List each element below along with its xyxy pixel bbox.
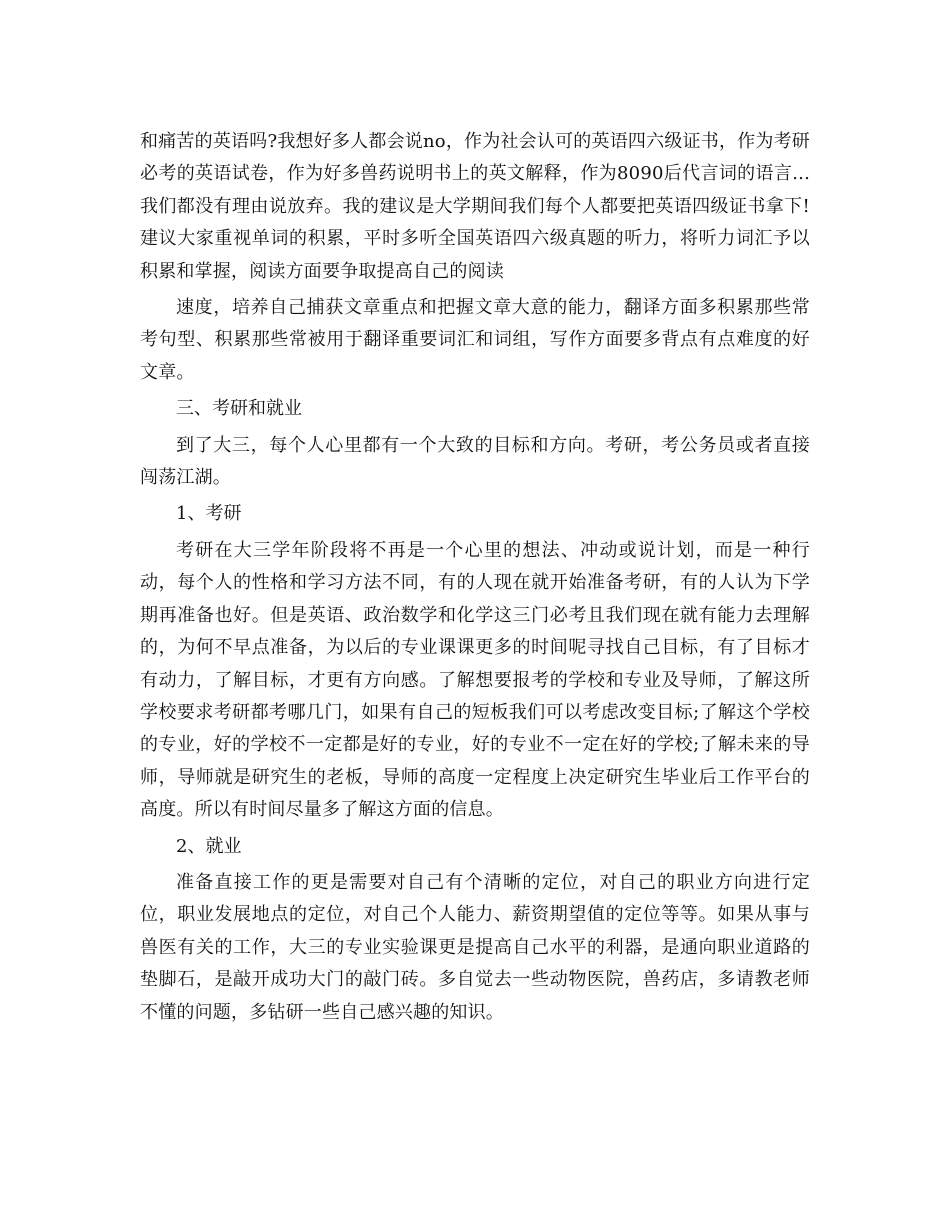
paragraph-reading-translation-writing: 速度，培养自己捕获文章重点和把握文章大意的能力，翻译方面多积累那些常考句型、积累那些常被用于翻译重要词汇和词组，写作方面要多背点有点难度的好文章。 (140, 297, 810, 383)
subheading-graduate-exam: 1、考研 (176, 503, 242, 525)
section-heading-exam-and-employment: 三、考研和就业 (176, 398, 302, 420)
subheading-employment: 2、就业 (176, 835, 242, 857)
paragraph-third-year-goals: 到了大三，每个人心里都有一个大致的目标和方向。考研，考公务员或者直接闯荡江湖。 (140, 434, 810, 489)
document-body (140, 126, 810, 1033)
paragraph-employment-details: 准备直接工作的更是需要对自己有个清晰的定位，对自己的职业方向进行定位，职业发展地点的定位，对自己个人能力、薪资期望值的定位等等。如果从事与兽医有关的工作，大三的专业实验课更是提高自己水平的利器，是通向职业道路的垫脚石，是敲开成功大门的敲门砖。多自觉去一些动物医院，兽药店，多请教老师不懂的问题，多钻研一些自己感兴趣的知识。 (140, 871, 810, 1023)
paragraph-english-advice-continued: 和痛苦的英语吗?我想好多人都会说no，作为社会认可的英语四六级证书，作为考研必考的英语试卷，作为好多兽药说明书上的英文解释，作为8090后代言词的语言...我们都没有理由说放弃。我的建议是大学期间我们每个人都要把英语四级证书拿下!建议大家重视单词的积累，平时多听全国英语四六级真题的听力，将听力词汇予以积累和掌握，阅读方面要争取提高自己的阅读 (140, 131, 810, 282)
paragraph-graduate-exam-details: 考研在大三学年阶段将不再是一个心里的想法、冲动或说计划，而是一种行动，每个人的性格和学习方法不同，有的人现在就开始准备考研，有的人认为下学期再准备也好。但是英语、政治数学和化学这三门必考且我们现在就有能力去理解的，为何不早点准备，为以后的专业课课更多的时间呢寻找自己目标，有了目标才有动力，了解目标，才更有方向感。了解想要报考的学校和专业及导师，了解这所学校要求考研都考哪几门，如果有自己的短板我们可以考虑改变目标;了解这个学校的专业，好的学校不一定都是好的专业，好的专业不一定在好的学校;了解未来的导师，导师就是研究生的老板，导师的高度一定程度上决定研究生毕业后工作平台的高度。所以有时间尽量多了解这方面的信息。 (140, 539, 810, 821)
